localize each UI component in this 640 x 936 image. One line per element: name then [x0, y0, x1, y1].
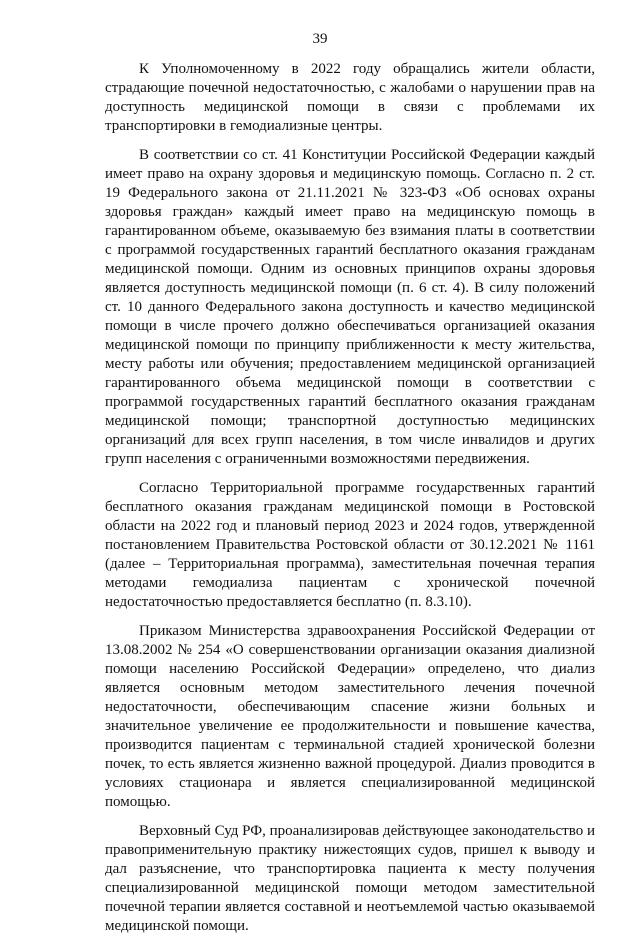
paragraph-territorial-program: Согласно Территориальной программе государственных гарантий бесплатного оказания гражданам медицинской помощи в Ростовской области на 2022 год и плановый период 2023 и 2024 годов, утвержденной постановлением Правительства Ростовской области от 30.12.2021 № 1161 (далее – Территориальная программа), заместительная почечная терапия методами гемодиализа пациентам с хронической почечной недостаточностью предоставляется бесплатно (п. 8.3.10).: [105, 480, 595, 610]
paragraph-supreme-court: Верховный Суд РФ, проанализировав действующее законодательство и правоприменительную практику нижестоящих судов, пришел к выводу и дал разъяснение, что транспортировка пациента к месту получения специализированной медицинской помощи методом заместительной почечной терапии является составной и неотъемлемой частью оказываемой медицинской помощи.: [105, 823, 595, 934]
paragraph-constitution: В соответствии со ст. 41 Конституции Российской Федерации каждый имеет право на охрану здоровья и медицинскую помощь. Согласно п. 2 ст. 19 Федерального закона от 21.11.2021 № 323-ФЗ «Об основах охраны здоровья граждан» каждый имеет право на медицинскую помощь в гарантированном объеме, оказываемую без взимания платы в соответствии с программой государственных гарантий бесплатного оказания гражданам медицинской помощи. Одним из основных принципов охраны здоровья является доступность медицинской помощи (п. 6 ст. 4). В силу положений ст. 10 данного Федерального закона доступность и качество медицинской помощи в числе прочего должно обеспечиваться организацией оказания медицинской помощи по принципу приближенности к месту жительства, месту работы или обучения; предоставлением медицинской организацией гарантированного объема медицинской помощи в соответствии с программой государственных гарантий бесплатного оказания гражданам медицинской помощи; транспортной доступностью медицинских организаций для всех групп населения, в том числе инвалидов и других групп населения с ограниченными возможностями передвижения.: [105, 147, 595, 467]
page-number: 39: [312, 31, 328, 47]
paragraph-ministry-order: Приказом Министерства здравоохранения Российской Федерации от 13.08.2002 № 254 «О совершенствовании организации оказания диализной помощи населению Российской Федерации» определено, что диализ является основным методом заместительного лечения почечной недостаточности, обеспечивающим спасение жизни больных и значительное увеличение ее продолжительности и повышение качества, производится пациентам с терминальной стадией хронической болезни почек, то есть является жизненно важной процедурой. Диализ проводится в условиях стационара и является специализированной медицинской помощью.: [105, 623, 595, 810]
document-body: [105, 60, 595, 936]
paragraph-complaints: К Уполномоченному в 2022 году обращались жители области, страдающие почечной недостаточностью, с жалобами о нарушении прав на доступность медицинской помощи в связи с проблемами их транспортировки в гемодиализные центры.: [105, 61, 595, 134]
